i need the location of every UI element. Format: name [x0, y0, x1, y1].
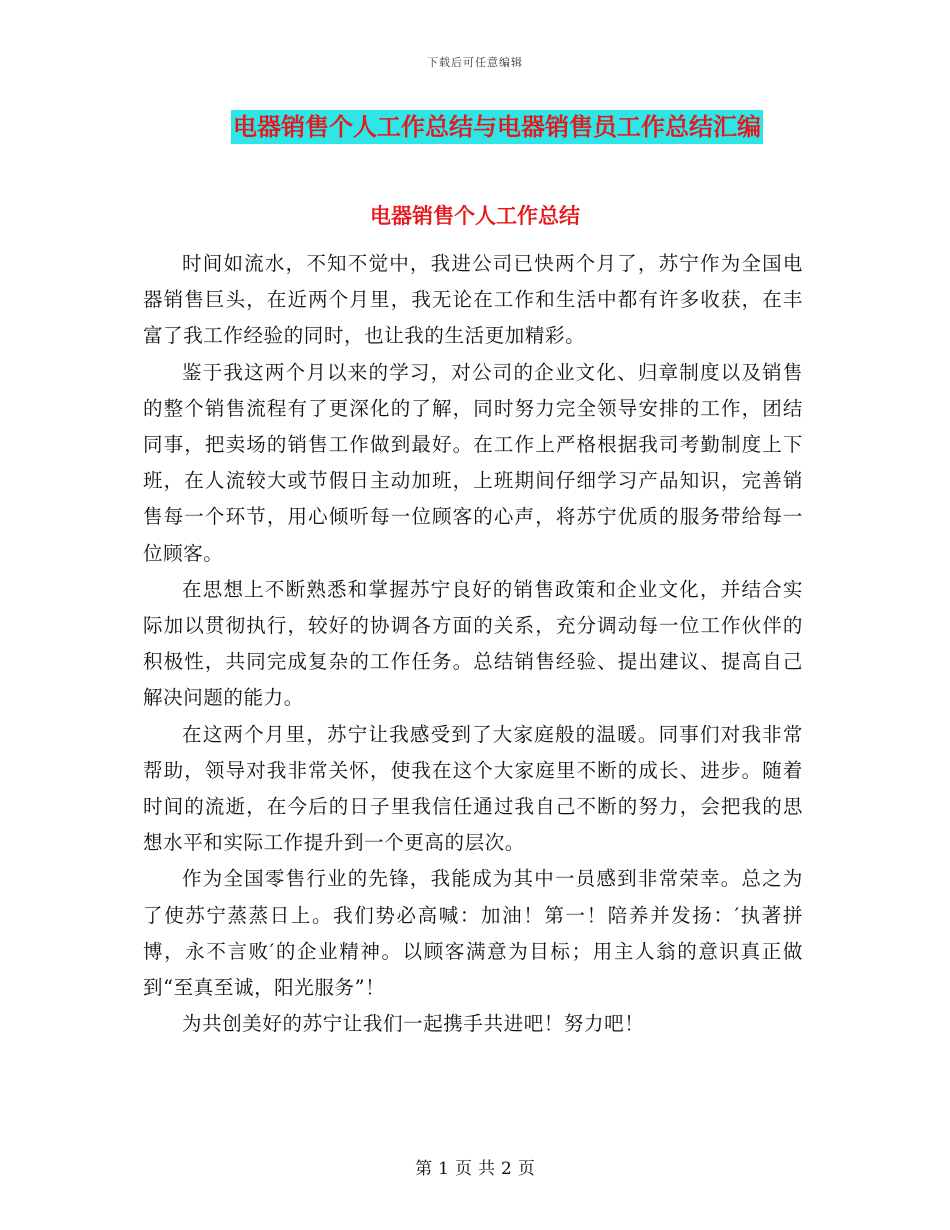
paragraph: 时间如流水，不知不觉中，我进公司已快两个月了，苏宁作为全国电器销售巨头，在近两个月里，我无论在工作和生活中都有许多收获，在丰富了我工作经验的同时，也让我的生活更加精彩。 — [143, 252, 803, 348]
header-note: 下载后可任意编辑 — [427, 56, 523, 69]
total-unit: 页 — [517, 1159, 535, 1179]
paragraph: 作为全国零售行业的先锋，我能成为其中一员感到非常荣幸。总之为了使苏宁蒸蒸日上。我们势必高喊：加油！第一！陪养并发扬：′执著拼博，永不言败′的企业精神。以顾客满意为目标；用主人翁的意识真正做到“至真至诚，阳光服务”！ — [143, 867, 803, 1000]
paragraph: 为共创美好的苏宁让我们一起携手共进吧！努力吧！ — [182, 1012, 645, 1036]
total-label: 共 — [478, 1159, 495, 1179]
page-number: 1 — [438, 1159, 449, 1179]
page-unit: 页 — [455, 1159, 472, 1179]
paragraph: 在这两个月里，苏宁让我感受到了大家庭般的温暖。同事们对我非常帮助，领导对我非常关怀，使我在这个大家庭里不断的成长、进步。随着时间的流逝，在今后的日子里我信任通过我自己不断的努力，会把我的思想水平和实际工作提升到一个更高的层次。 — [143, 722, 803, 855]
total-pages: 2 — [501, 1159, 512, 1179]
page-label: 第 — [415, 1159, 433, 1179]
paragraph: 在思想上不断熟悉和掌握苏宁良好的销售政策和企业文化，并结合实际加以贯彻执行，较好的协调各方面的关系，充分调动每一位工作伙伴的积极性，共同完成复杂的工作任务。总结销售经验、提出建议、提高自己解决问题的能力。 — [143, 577, 803, 710]
paragraph: 鉴于我这两个月以来的学习，对公司的企业文化、归章制度以及销售的整个销售流程有了更深化的了解，同时努力完全领导安排的工作，团结同事，把卖场的销售工作做到最好。在工作上严格根据我司考勤制度上下班，在人流较大或节假日主动加班，上班期间仔细学习产品知识，完善销售每一个环节，用心倾听每一位顾客的心声，将苏宁优质的服务带给每一位顾客。 — [143, 360, 803, 565]
document-body — [143, 246, 803, 1042]
document-title: 电器销售个人工作总结与电器销售员工作总结汇编 — [231, 110, 763, 144]
page-footer — [0, 1154, 950, 1179]
section-title: 电器销售个人工作总结 — [370, 204, 580, 228]
main-title-container — [0, 110, 950, 144]
